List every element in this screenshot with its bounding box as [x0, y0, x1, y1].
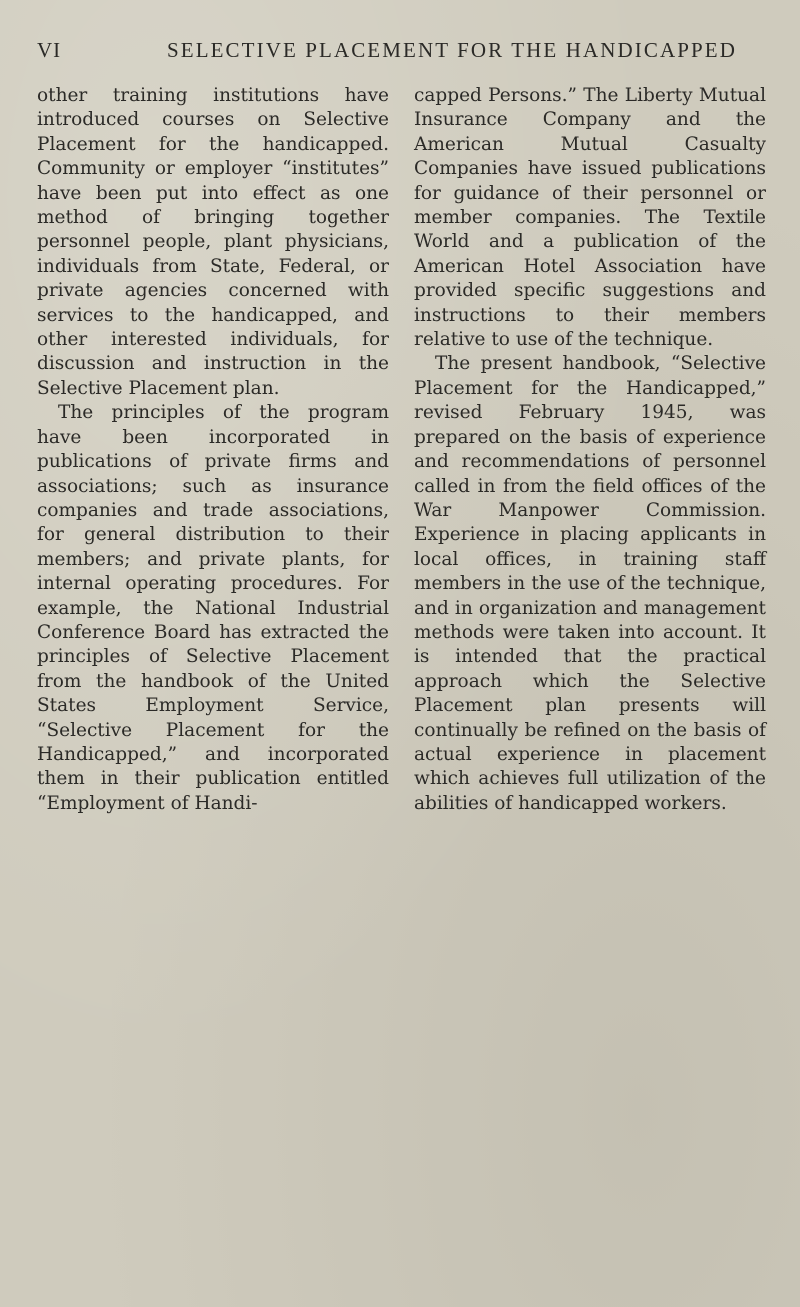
right-column	[414, 84, 766, 816]
page-header	[37, 38, 787, 68]
left-paragraph-2: The principles of the program have been incorporated in publications of private firms and associations; such as insurance companies and trade associations, for general distribution to their members; and private plants, for internal operating procedures. For example, the National Industrial Conference Board has extracted the principles of Selective Placement from the handbook of the United States Employment Service, “Selective Placement for the Handicapped,” and incorporated them in their publication entitled “Employment of Handi-	[37, 402, 389, 814]
left-paragraph-1: other training institutions have introduced courses on Selective Placement for the handicapped. Community or employer “institutes” have been put into effect as one method of bringing together personnel people, plant physicians, individuals from State, Federal, or private agencies concerned with services to the handicapped, and other interested individuals, for discussion and instruction in the Selective Placement plan.	[37, 85, 389, 399]
right-paragraph-1: capped Persons.” The Liberty Mutual Insurance Company and the American Mutual Casualty Companies have issued publications for guidance of their personnel or member companies. The Textile World and a publication of the American Hotel Association have provided specific suggestions and instructions to their members relative to use of the technique.	[414, 85, 766, 351]
page-number: VI	[37, 38, 62, 62]
running-title: SELECTIVE PLACEMENT FOR THE HANDICAPPED	[167, 38, 737, 62]
right-paragraph-2: The present handbook, “Selective Placement for the Handicapped,” revised February 1945, was prepared on the basis of experience and recommendations of personnel called in from the field offices of the War Manpower Commission. Experience in placing applicants in local offices, in training staff members in the use of the technique, and in organization and management methods were taken into account. It is intended that the practical approach which the Selective Placement plan presents will continually be refined on the basis of actual experience in placement which achieves full utilization of the abilities of handicapped workers.	[414, 353, 766, 814]
left-column	[37, 84, 389, 816]
